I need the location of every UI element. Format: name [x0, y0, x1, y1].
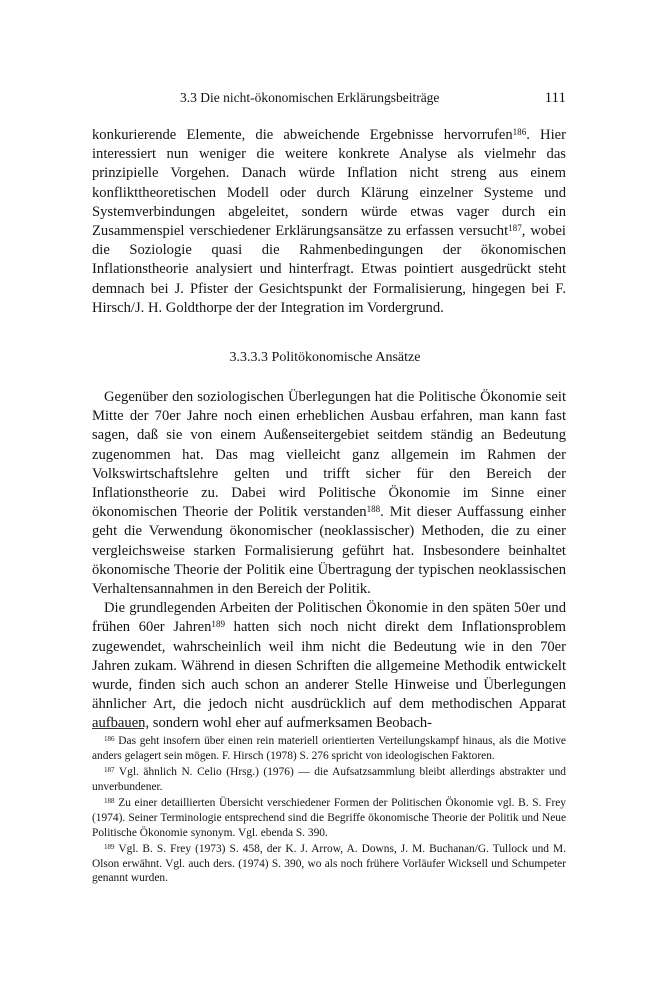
page-number: 111 — [544, 90, 566, 106]
body-text-section — [92, 388, 566, 734]
footnote-186 — [92, 734, 566, 763]
paragraph-text: . Hier interessiert nun weniger die weitere konkrete Analyse als vielmehr das prinzipielle Vorgehen. Danach würde Inflation nicht streng aus einem konflikttheoretischen Modell oder durch Klärung einzelner Systeme und Systemverbindungen abgeleitet, sondern würde etwas vager durch ein Zusammenspiel verschiedener Erklärungsansätze zu erfassen versucht — [92, 127, 566, 240]
footnote-number: 188 — [104, 797, 115, 806]
footnotes — [92, 734, 566, 886]
footnote-ref-187: 187 — [508, 222, 522, 233]
footnote-text: Vgl. ähnlich N. Celio (Hrsg.) (1976) — die Aufsatzsammlung bleibt allerdings abstrakter und unverbundener. — [92, 766, 566, 793]
paragraph-text: Die grundlegenden Arbeiten der Politischen Ökonomie in den späten 50er und frühen 60er Jahren — [92, 600, 566, 636]
footnote-187 — [92, 765, 566, 794]
paragraph-text: konkurierende Elemente, die abweichende Ergebnisse hervorrufen — [92, 127, 513, 143]
footnote-text: Das geht insofern über einen rein materiell orientierten Verteilungskampf hinaus, als die Motive anders gelagert sein mögen. F. Hirsch (1978) S. 276 spricht von ideologischen Faktoren. — [92, 735, 566, 762]
footnote-ref-188: 188 — [366, 504, 381, 515]
footnote-189 — [92, 842, 566, 886]
footnote-ref-186: 186 — [512, 126, 527, 137]
footnote-text: Vgl. B. S. Frey (1973) S. 458, der K. J. Arrow, A. Downs, J. M. Buchanan/G. Tullock und M. Olson erwähnt. Vgl. auch ders. (1974) S. 390, wo als noch frühere Vorläufer Wicksell und Schumpeter genannt wurden. — [92, 843, 566, 885]
paragraph-continued — [92, 126, 566, 318]
paragraph-text: hatten sich noch nicht direkt dem Inflationsproblem zugewendet, wahrscheinlich weil ihm nicht die Bedeutung wie in den 70er Jahren zukam. Während in diesen Schriften die allgemeine Methodik entwickelt wurde, finden sich auch schon an anderer Stelle Hinweise und Überlegungen ähnlicher Art, die jedoch nicht ausdrücklich auf dem methodischen Apparat aufbauen, sondern wohl eher auf aufmerksamen Beobach- — [92, 619, 567, 732]
footnote-number: 187 — [104, 766, 115, 775]
footnote-number: 186 — [104, 734, 115, 743]
footnote-ref-189: 189 — [211, 619, 225, 630]
paragraph-text: Gegenüber den soziologischen Überlegungen hat die Politische Ökonomie seit Mitte der 70er Jahre noch einen erheblichen Ausbau erfahren, man kann fast sagen, daß sie von einem Außenseitergebiet seitdem ständig an Bedeutung zugenommen hat. Das mag vielleicht ganz allgemein im Rahmen der Volkswirtschaftslehre gelten und trifft sicher für den Bereich der Inflationstheorie zu. Dabei wird Politische Ökonomie im Sinne einer ökonomischen Theorie der Politik verstanden — [92, 389, 566, 521]
footnote-188 — [92, 796, 566, 840]
paragraph-text: . Mit dieser Auffassung einher geht die Verwendung ökonomischer (neoklassischer) Methoden, die zu einer vergleichsweise starken Formalisierung geführt hat. Insbesondere beinhaltet ökonomische Theorie der Politik eine Übertragung der typischen neoklassischen Verhaltensannahmen in den Bereich der Politik. — [92, 504, 566, 598]
footnote-divider — [92, 728, 144, 729]
running-title: 3.3 Die nicht-ökonomischen Erklärungsbeiträge — [180, 90, 440, 105]
body-text-top — [92, 126, 566, 318]
page-header — [180, 90, 566, 107]
section-heading: 3.3.3.3 Politökonomische Ansätze — [229, 350, 421, 365]
footnote-number: 189 — [104, 842, 115, 851]
paragraph-text: , wobei die Soziologie quasi die Rahmenbedingungen der ökonomischen Inflationstheorie analysiert und hinterfragt. Etwas pointiert ausgedrückt steht demnach bei J. Pfister der Gesichtspunkt der Formalisierung, hingegen bei F. Hirsch/J. H. Goldthorpe der der Integration im Vordergrund. — [92, 223, 566, 316]
paragraph — [92, 388, 566, 599]
footnote-text: Zu einer detaillierten Übersicht verschiedener Formen der Politischen Ökonomie vgl. B. S. Frey (1974). Seiner Terminologie entsprechend sind die Begriffe ökonomische Theorie der Politik und Neue Politische Ökonomie synonym. Vgl. ebenda S. 390. — [92, 797, 566, 839]
paragraph — [92, 599, 566, 733]
